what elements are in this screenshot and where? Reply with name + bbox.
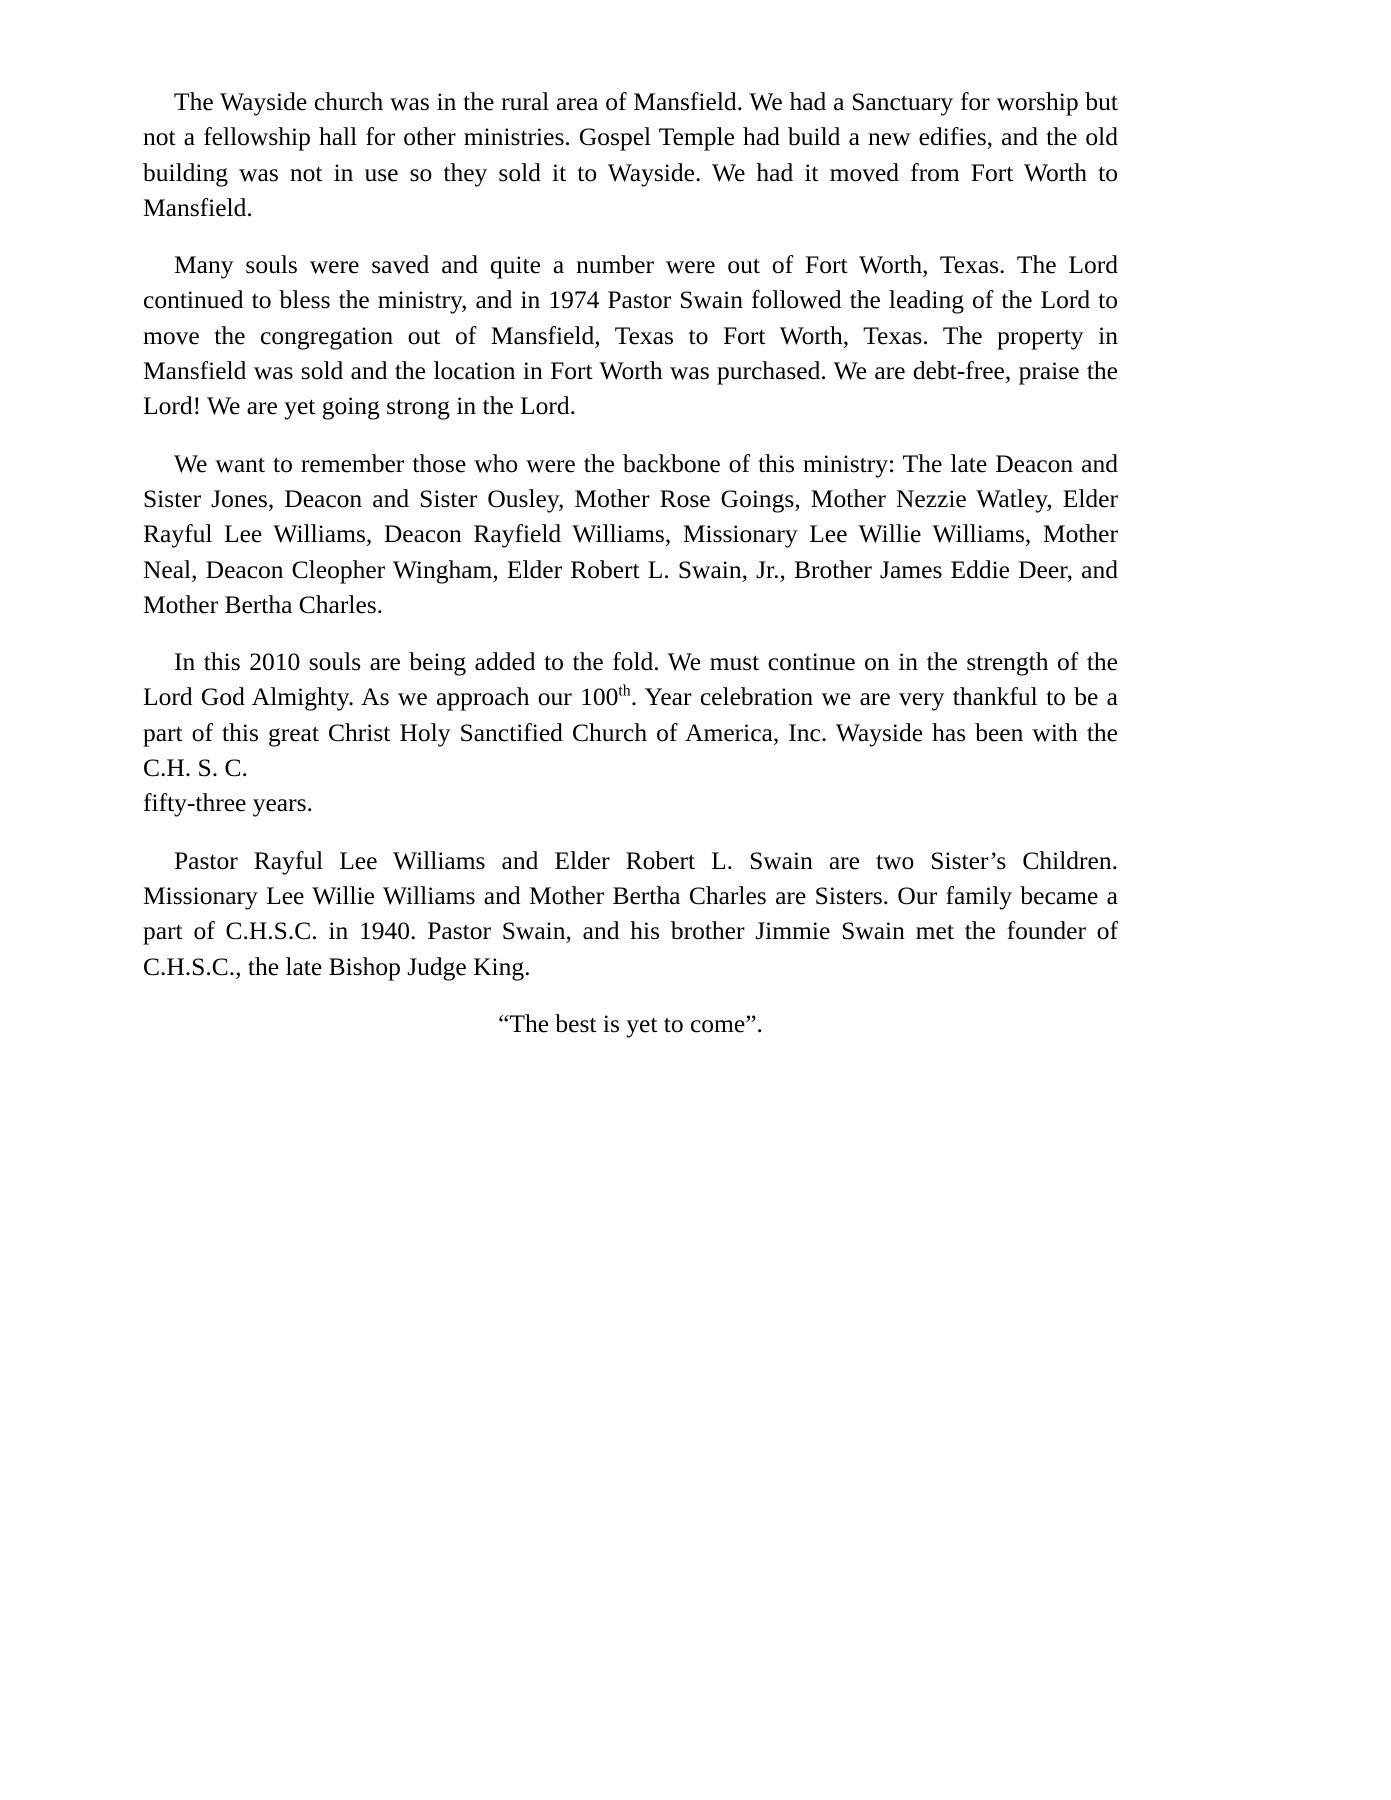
paragraph-3: We want to remember those who were the backbone of this ministry: The late Deacon and Sister Jones, Deacon and Sister Ousley, Mother Rose Goings, Mother Nezzie Watley, Elder Rayful Lee Williams, Deacon Rayfield Williams, Missionary Lee Willie Williams, Mother Neal, Deacon Cleopher Wingham, Elder Robert L. Swain, Jr., Brother James Eddie Deer, and Mother Bertha Charles. bbox=[143, 448, 1118, 619]
ordinal-superscript: th bbox=[618, 682, 631, 700]
document-body bbox=[143, 84, 1118, 1041]
paragraph-4-text-after-superscript: . Year celebration we are very thankful to be a part of this great Christ Holy Sanctified Church of America, Inc. Wayside has been with the C.H. S. C. bbox=[143, 682, 1119, 783]
paragraph-4-text-before-superscript: In this 2010 souls are being added to the fold. We must continue on in the strength of the Lord God Almighty. As we approach our 100 bbox=[143, 647, 1118, 712]
paragraph-5: Pastor Rayful Lee Williams and Elder Robert L. Swain are two Sister’s Children. Missionary Lee Willie Williams and Mother Bertha Charles are Sisters. Our family became a part of C.H.S.C. in 1940. Pastor Swain, and his brother Jimmie Swain met the founder of C.H.S.C., the late Bishop Judge King. bbox=[143, 845, 1118, 981]
paragraph-1: The Wayside church was in the rural area of Mansfield. We had a Sanctuary for worship but not a fellowship hall for other ministries. Gospel Temple had build a new edifies, and the old building was not in use so they sold it to Wayside. We had it moved from Fort Worth to Mansfield. bbox=[143, 87, 1118, 222]
paragraph-4-tail-line: fifty-three years. bbox=[143, 788, 313, 818]
paragraph-4 bbox=[143, 644, 1118, 820]
paragraph-2: Many souls were saved and quite a number were out of Fort Worth, Texas. The Lord continued to bless the ministry, and in 1974 Pastor Swain followed the leading of the Lord to move the congregation out of Mansfield, Texas to Fort Worth, Texas. The property in Mansfield was sold and the location in Fort Worth was purchased. We are debt-free, praise the Lord! We are yet going strong in the Lord. bbox=[143, 250, 1118, 421]
closing-quote: “The best is yet to come”. bbox=[498, 1008, 763, 1038]
